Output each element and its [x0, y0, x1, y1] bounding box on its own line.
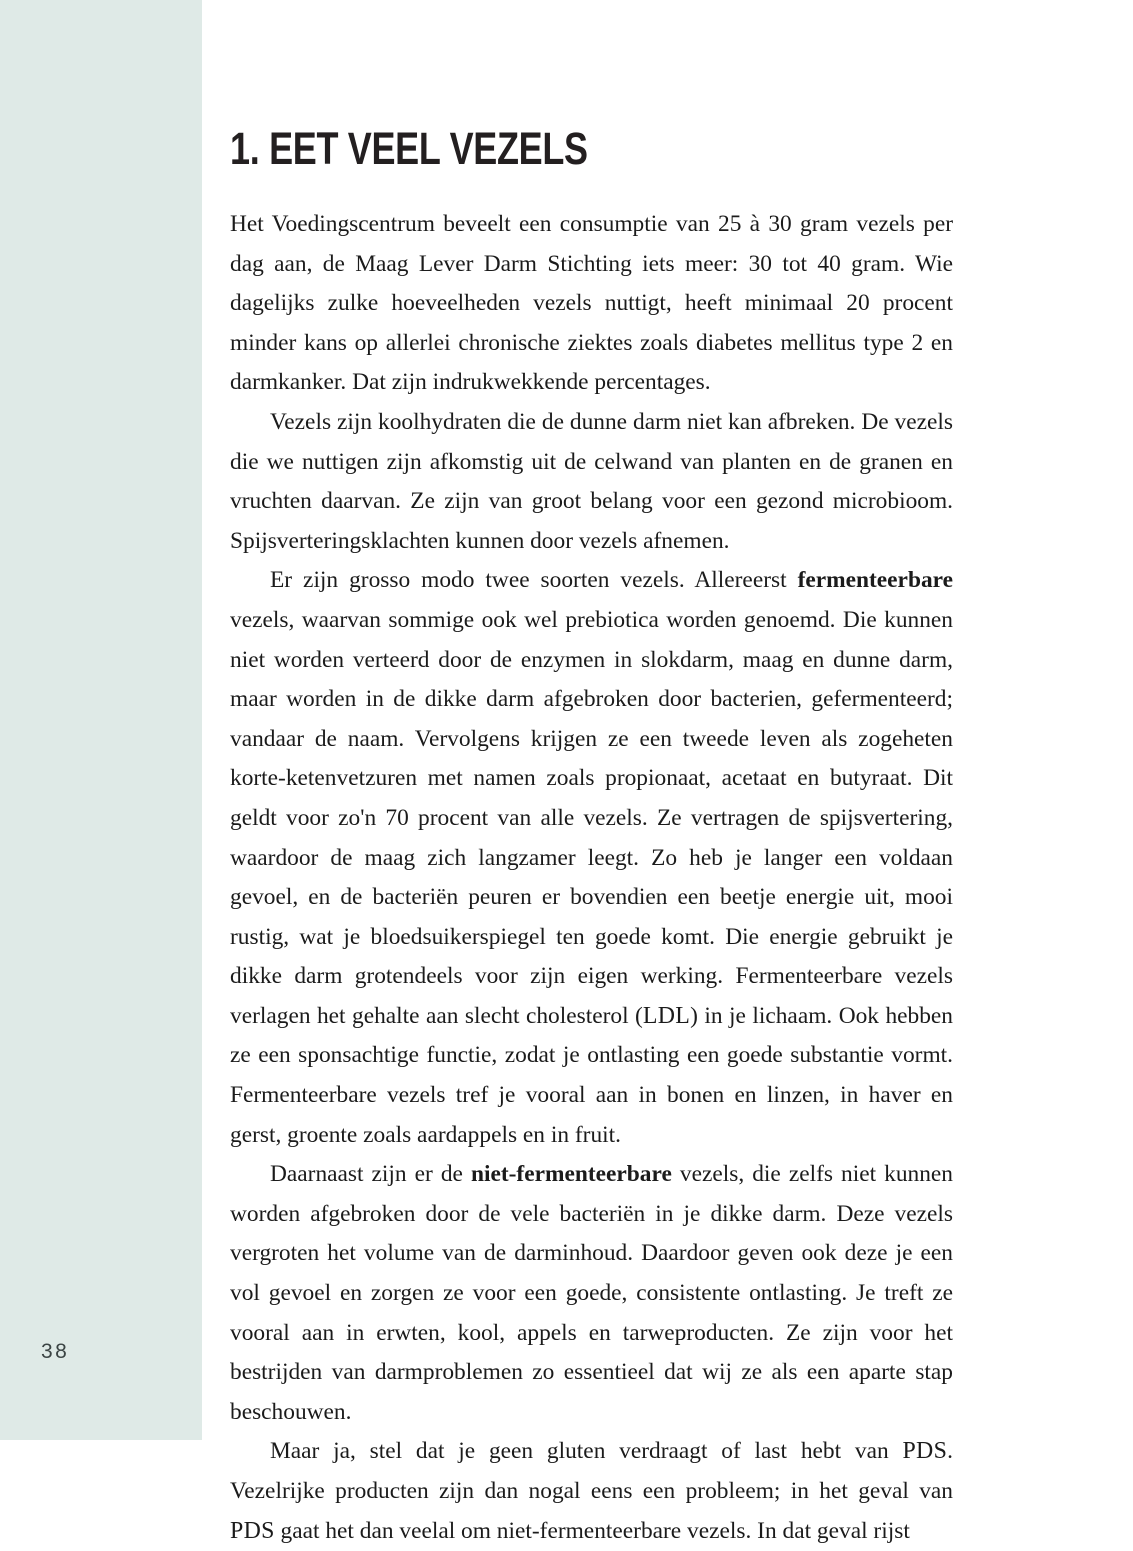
paragraph-5-text-b: . Vezelrijke producten zijn dan nogal eens een probleem; in het geval van [230, 1438, 953, 1504]
paragraph-5-text-a: Maar ja, stel dat je geen gluten verdraagt of last hebt van [270, 1438, 903, 1465]
abbreviation-pds-second: PDS [230, 1517, 275, 1544]
paragraph-3-text-c: ) in je lichaam. Ook hebben ze een sponsachtige functie, zodat je ontlasting een goede substantie vormt. Fermenteerbare vezels tref je vooral aan in bonen en linzen, in haver en gerst, groente zoals aardappels en in fruit. [230, 1002, 953, 1148]
paragraph-4-text-a: Daarnaast zijn er de [270, 1161, 471, 1188]
emphasis-niet-fermenteerbare: niet-fermenteerbare [470, 1161, 672, 1188]
paragraph-5-text-c: gaat het dan veelal om niet-fermenteerbare vezels. In dat geval rijst [274, 1517, 910, 1544]
paragraph-3 [230, 561, 953, 1155]
paragraph-3-text-a: Er zijn grosso modo twee soorten vezels. Allereerst [270, 567, 798, 594]
paragraph-1: Het Voedingscentrum beveelt een consumptie van 25 à 30 gram vezels per dag aan, de Maag Lever Darm Stichting iets meer: 30 tot 40 gram. Wie dagelijks zulke hoeveelheden vezels nuttigt, heeft minimaal 20 procent minder kans op allerlei chronische ziektes zoals diabetes mellitus type 2 en darmkanker. Dat zijn indrukwekkende percentages. [230, 211, 953, 396]
emphasis-fermenteerbare: fermenteerbare [797, 567, 953, 594]
abbreviation-pds-first: PDS [902, 1438, 948, 1465]
text-column [230, 123, 953, 1551]
paragraph-4 [230, 1155, 953, 1432]
paragraph-3-text-b: vezels, waarvan sommige ook wel prebiotica worden genoemd. Die kunnen niet worden verteerd door de enzymen in slokdarm, maag en dunne darm, maar worden in de dikke darm afgebroken door bacterien, gefermenteerd; vandaar de naam. Vervolgens krijgen ze een tweede leven als zogeheten korte-ketenvetzuren met namen zoals propionaat, acetaat en butyraat. Dit geldt voor zo'n 70 procent van alle vezels. Ze vertragen de spijsvertering, waardoor de maag zich langzamer leegt. Zo heb je langer een voldaan gevoel, en de bacteriën peuren er bovendien een beetje energie uit, mooi rustig, wat je bloedsuikerspiegel ten goede komt. Die energie gebruikt je dikke darm grotendeels voor zijn eigen werking. Fermenteerbare vezels verlagen het gehalte aan slecht cholesterol ( [230, 606, 953, 1029]
decorative-side-band [0, 0, 202, 1440]
paragraph-4-text-b: vezels, die zelfs niet kunnen worden afgebroken door de vele bacteriën in je dikke darm. Deze vezels vergroten het volume van de darminhoud. Daardoor geven ook deze je een vol gevoel en zorgen ze voor een goede, consistente ontlasting. Je treft ze vooral aan in erwten, kool, appels en tarweproducten. Ze zijn voor het bestrijden van darmproblemen zo essentieel dat wij ze als een aparte stap beschouwen. [230, 1161, 953, 1425]
page-number: 38 [41, 1340, 70, 1363]
paragraph-2: Vezels zijn koolhydraten die de dunne darm niet kan afbreken. De vezels die we nuttigen zijn afkomstig uit de celwand van planten en de granen en vruchten daarvan. Ze zijn van groot belang voor een gezond microbioom. Spijsverteringsklachten kunnen door vezels afnemen. [230, 408, 953, 554]
abbreviation-ldl: LDL [642, 1002, 691, 1029]
page-title: 1. EET VEEL VEZELS [230, 123, 588, 174]
paragraph-5 [230, 1432, 953, 1551]
